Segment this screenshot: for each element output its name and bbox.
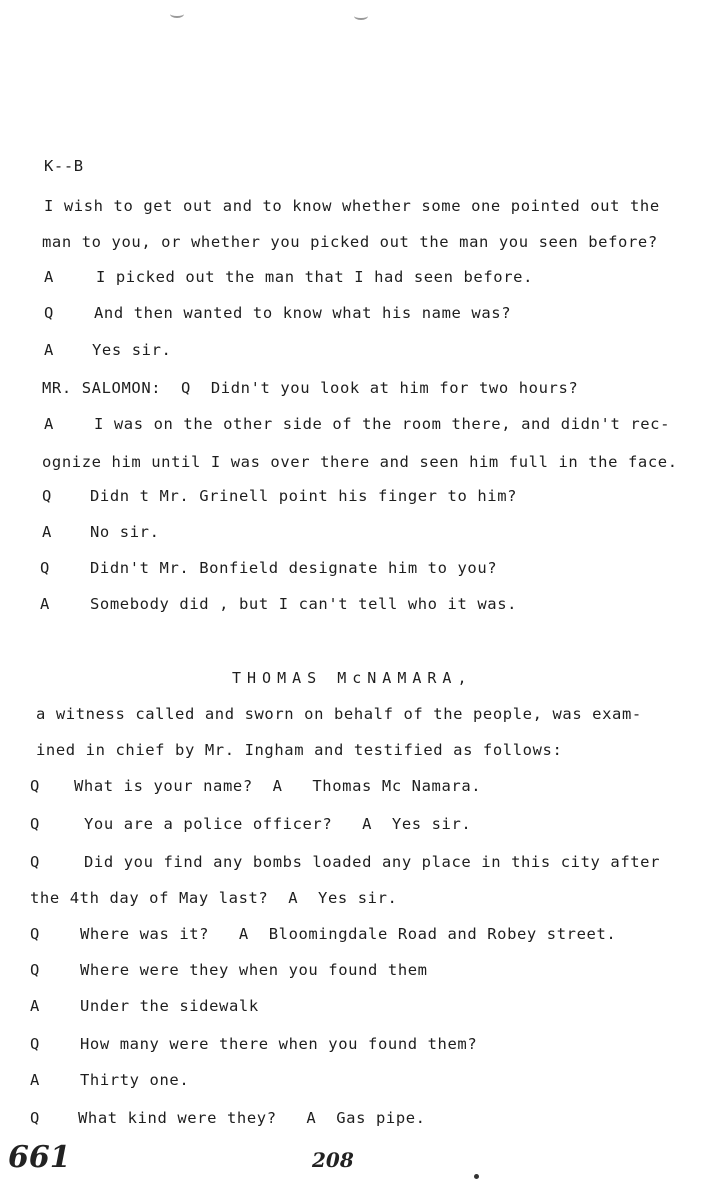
qa-label: Q <box>30 1109 40 1127</box>
folio-number: 661 <box>8 1140 71 1175</box>
witness-intro-2: ined in chief by Mr. Ingham and testified as follows: <box>36 741 563 759</box>
ink-speck <box>474 1174 479 1179</box>
qa-label: Q <box>42 487 52 505</box>
question-text: How many were there when you found them? <box>80 1035 478 1053</box>
question-text: Did you find any bombs loaded any place in this city after <box>84 853 661 871</box>
section-code: K--B <box>44 157 84 175</box>
qa-label: A <box>42 523 52 541</box>
qa-label: Q <box>30 961 40 979</box>
qa-label: A <box>30 1071 40 1089</box>
answer-text: No sir. <box>90 523 160 541</box>
question-text: What is your name? A Thomas Mc Namara. <box>74 777 482 795</box>
question-text: Didn t Mr. Grinell point his finger to him? <box>90 487 518 505</box>
qa-label: Q <box>30 853 40 871</box>
witness-name-heading: THOMAS McNAMARA, <box>232 669 473 687</box>
qa-label: Q <box>44 304 54 322</box>
punch-mark-left <box>170 10 184 18</box>
answer-text: Somebody did , but I can't tell who it was. <box>90 595 518 613</box>
qa-label: Q <box>30 815 40 833</box>
answer-text: I was on the other side of the room there, and didn't rec- <box>94 415 671 433</box>
punch-mark-right <box>354 12 368 20</box>
page-number: 208 <box>312 1148 354 1172</box>
qa-label: A <box>40 595 50 613</box>
question-text: What kind were they? A Gas pipe. <box>78 1109 426 1127</box>
question-text: Where was it? A Bloomingdale Road and Robey street. <box>80 925 617 943</box>
answer-text-cont: ognize him until I was over there and seen him full in the face. <box>42 453 678 471</box>
qa-label: A <box>44 341 54 359</box>
qa-label: Q <box>30 777 40 795</box>
question-text: You are a police officer? A Yes sir. <box>84 815 472 833</box>
question-text: Where were they when you found them <box>80 961 428 979</box>
witness-intro-1: a witness called and sworn on behalf of the people, was exam- <box>36 705 642 723</box>
answer-text: Yes sir. <box>92 341 172 359</box>
question-text: Didn't Mr. Bonfield designate him to you? <box>90 559 498 577</box>
intro-line-2: man to you, or whether you picked out the man you seen before? <box>42 233 658 251</box>
answer-text: Under the sidewalk <box>80 997 259 1015</box>
qa-label: A <box>30 997 40 1015</box>
qa-label: A <box>44 268 54 286</box>
qa-label: A <box>44 415 54 433</box>
intro-line-1: I wish to get out and to know whether some one pointed out the <box>44 197 660 215</box>
answer-text: Thirty one. <box>80 1071 190 1089</box>
answer-text: I picked out the man that I had seen before. <box>96 268 533 286</box>
salomon-question: MR. SALOMON: Q Didn't you look at him for two hours? <box>42 379 579 397</box>
question-text-cont: the 4th day of May last? A Yes sir. <box>30 889 398 907</box>
qa-label: Q <box>40 559 50 577</box>
qa-label: Q <box>30 1035 40 1053</box>
question-text: And then wanted to know what his name was? <box>94 304 512 322</box>
qa-label: Q <box>30 925 40 943</box>
